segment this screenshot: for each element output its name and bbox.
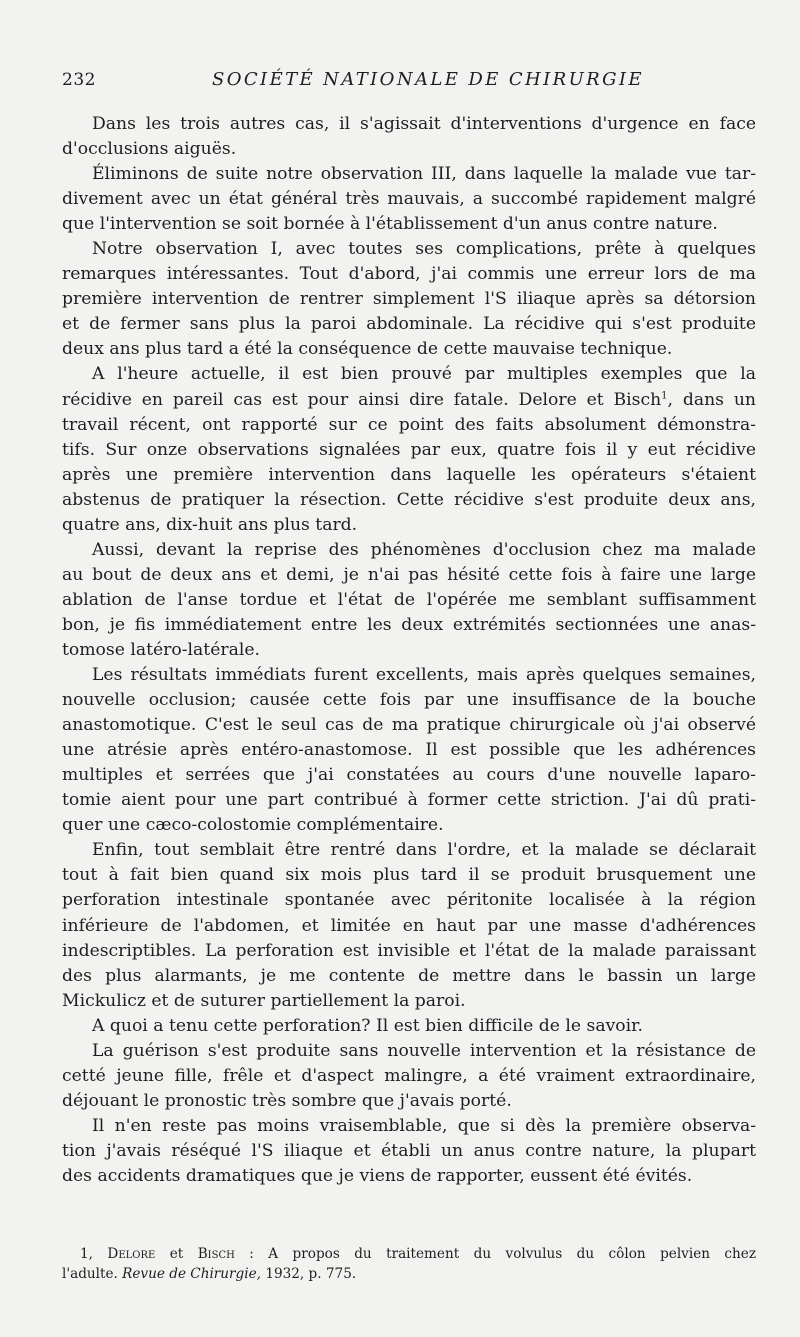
footnote-number: 1,	[80, 1246, 93, 1262]
running-title: SOCIÉTÉ NATIONALE DE CHIRURGIE	[212, 69, 644, 90]
text-line: Il n'en reste pas moins vraisemblable, que si dès la première observa-	[92, 1115, 756, 1136]
footnote-author: Delore	[107, 1246, 156, 1262]
text-line: et de fermer sans plus la paroi abdominale. La récidive qui s'est produite	[62, 314, 756, 335]
text-line: tomose latéro-latérale.	[62, 639, 260, 660]
text-line: travail récent, ont rapporté sur ce point des faits absolument démonstra-	[62, 414, 756, 435]
text-fragment: récidive en pareil cas est pour ainsi dire fatale. Delore et Bisch	[62, 389, 662, 410]
text-line: ablation de l'anse tordue et l'état de l'opérée me semblant suffisamment	[62, 589, 756, 610]
text-line: des plus alarmants, je me contente de mettre dans le bassin un large	[62, 965, 756, 986]
text-line: au bout de deux ans et demi, je n'ai pas hésité cette fois à faire une large	[62, 564, 756, 585]
text-line: Les résultats immédiats furent excellents, mais après quelques semaines,	[92, 665, 756, 686]
text-line: d'occlusions aiguës.	[62, 139, 237, 160]
text-line: La guérison s'est produite sans nouvelle intervention et la résistance de	[92, 1040, 756, 1061]
text-line: que l'intervention se soit bornée à l'établissement d'un anus contre nature.	[62, 214, 718, 235]
text-line: cetté jeune fille, frêle et d'aspect malingre, a été vraiment extraordinaire,	[62, 1065, 756, 1086]
text-line: remarques intéressantes. Tout d'abord, j'ai commis une erreur lors de ma	[62, 264, 756, 285]
text-line: Aussi, devant la reprise des phénomènes d'occlusion chez ma malade	[92, 539, 756, 560]
footnote-line	[62, 1244, 756, 1264]
footnote-citation: 1932, p. 775.	[265, 1266, 357, 1282]
text-line: déjouant le pronostic très sombre que j'avais porté.	[62, 1090, 512, 1111]
text-line: Éliminons de suite notre observation III, dans laquelle la malade vue tar-	[92, 164, 756, 185]
text-line: inférieure de l'abdomen, et limitée en haut par une masse d'adhérences	[62, 915, 756, 936]
footnote-journal: Revue de Chirurgie,	[122, 1266, 261, 1282]
text-line: une atrésie après entéro-anastomose. Il est possible que les adhérences	[62, 740, 756, 761]
footnote-title: : A propos du traitement du volvulus du côlon pelvien chez	[249, 1246, 756, 1262]
footnote-conjunction: et	[169, 1246, 184, 1262]
footnote-author: Bisch	[197, 1246, 235, 1262]
text-line: tomie aient pour une part contribué à former cette striction. J'ai dû prati-	[62, 790, 756, 811]
text-line: multiples et serrées que j'ai constatées au cours d'une nouvelle laparo-	[62, 765, 756, 786]
text-line: divement avec un état général très mauvais, a succombé rapidement malgré	[62, 189, 756, 210]
text-line: deux ans plus tard a été la conséquence de cette mauvaise technique.	[62, 339, 673, 360]
text-line-with-footnote	[62, 388, 756, 413]
text-line: des accidents dramatiques que je viens de rapporter, eussent été évités.	[62, 1165, 693, 1186]
body-text	[62, 112, 756, 1189]
page-header	[62, 70, 762, 94]
text-line: A l'heure actuelle, il est bien prouvé par multiples exemples que la	[92, 364, 756, 385]
page-number: 232	[62, 70, 96, 90]
text-line: perforation intestinale spontanée avec péritonite localisée à la région	[62, 890, 756, 911]
text-line: anastomotique. C'est le seul cas de ma pratique chirurgicale où j'ai observé	[62, 715, 756, 736]
text-line: quer une cæco-colostomie complémentaire.	[62, 815, 444, 836]
footnote-text: l'adulte.	[62, 1266, 118, 1282]
text-line: indescriptibles. La perforation est invisible et l'état de la malade paraissant	[62, 940, 756, 961]
text-line: première intervention de rentrer simplement l'S iliaque après sa détorsion	[62, 289, 756, 310]
footnote-line	[62, 1264, 756, 1284]
text-line: Mickulicz et de suturer partiellement la paroi.	[62, 990, 466, 1011]
text-line: Enfin, tout semblait être rentré dans l'ordre, et la malade se déclarait	[92, 840, 756, 861]
text-line: Notre observation I, avec toutes ses complications, prête à quelques	[92, 239, 756, 260]
text-line: abstenus de pratiquer la résection. Cette récidive s'est produite deux ans,	[62, 489, 756, 510]
text-line: quatre ans, dix-huit ans plus tard.	[62, 514, 358, 535]
text-line: tion j'avais réséqué l'S iliaque et établi un anus contre nature, la plupart	[62, 1140, 756, 1161]
text-line: tout à fait bien quand six mois plus tard il se produit brusquement une	[62, 865, 756, 886]
text-line: après une première intervention dans laquelle les opérateurs s'étaient	[62, 464, 756, 485]
text-fragment: , dans un	[667, 389, 756, 410]
text-line: nouvelle occlusion; causée cette fois par une insuffisance de la bouche	[62, 690, 756, 711]
footnote-reference: 1	[661, 389, 668, 401]
footnote	[62, 1244, 756, 1284]
text-line: Dans les trois autres cas, il s'agissait d'interventions d'urgence en face	[92, 114, 756, 134]
text-line: bon, je fis immédiatement entre les deux extrémités sectionnées une anas-	[62, 614, 756, 635]
text-line: tifs. Sur onze observations signalées par eux, quatre fois il y eut récidive	[62, 439, 756, 460]
text-line: A quoi a tenu cette perforation? Il est bien difficile de le savoir.	[92, 1015, 643, 1036]
